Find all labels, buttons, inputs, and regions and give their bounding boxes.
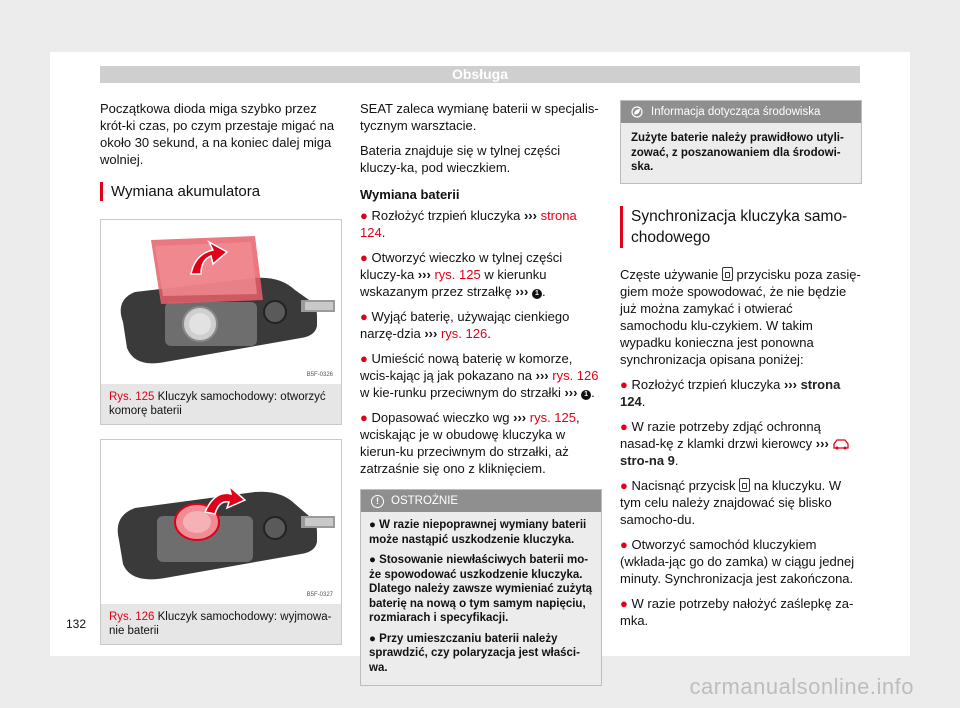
page-reference-link[interactable]: strona 124 bbox=[360, 208, 577, 240]
reference-arrow-icon: ››› bbox=[535, 368, 549, 383]
subheading-replace: Wymiana baterii bbox=[360, 187, 460, 202]
step-text: Otworzyć samochód kluczykiem (wkłada-jąc go do zamka) w ciągu jednej minuty. Synchronizacja jest zakończona. bbox=[620, 536, 855, 586]
paragraph-text: przycisku poza zasię-giem może spowodować, że nie będzie już można zamykać i otwierać samochodu klu-czykiem. W takim wypadku konieczna jest ponowna synchronizacja opisana poniżej: bbox=[620, 266, 861, 367]
key-illustration-125 bbox=[105, 230, 337, 384]
step-text: wciskając je w obudowę kluczyka w kierun-ku przeciwnym do strzałki, aż zatrzaśnie się ono z kliknięciem. bbox=[360, 427, 569, 476]
column-3 bbox=[620, 100, 862, 637]
step-text: Nacisnąć przycisk bbox=[631, 477, 736, 493]
page-number: 132 bbox=[66, 617, 87, 631]
caution-text: Przy umieszczaniu baterii należy sprawdzić, czy polaryzacja jest właści-wa. bbox=[369, 632, 580, 674]
bullet-icon: ● bbox=[360, 351, 368, 366]
step-3: ● Wyjąć baterię, używając cienkiego narzę-dzia ››› rys. 126. bbox=[360, 309, 570, 341]
bullet-icon: ● bbox=[620, 376, 628, 392]
key-lock-button-icon bbox=[722, 267, 733, 281]
figure-code: B5F-0327 bbox=[306, 592, 333, 598]
figure-caption-text: Kluczyk samochodowy: otworzyć komorę baterii bbox=[109, 391, 326, 417]
key-open-battery-illustration bbox=[105, 230, 337, 384]
figure-caption bbox=[101, 604, 341, 644]
caution-item bbox=[369, 632, 593, 676]
step-4: ● Umieścić nową baterię w komorze, wcis-kając ją jak pokazano na ››› rys. 126 w kie-runku przeciwnym do strzałki ››› 1 . bbox=[360, 351, 599, 400]
column-1 bbox=[100, 100, 342, 659]
caution-box bbox=[360, 489, 602, 686]
step-text: na kluczyku. W tym celu należy znajdować się blisko samocho-du. bbox=[620, 477, 842, 527]
key-lock-button-icon bbox=[739, 478, 750, 492]
step-text: w kie-runku przeciwnym do strzałki bbox=[360, 385, 561, 400]
figure-code: B5F-0326 bbox=[306, 372, 333, 378]
environment-info-box bbox=[620, 100, 862, 184]
step-text: w kierunku wskazanym przez strzałkę bbox=[360, 267, 547, 299]
step-2: ● Otworzyć wieczko w tylnej części kluczy-ka ››› rys. 125 w kierunku wskazanym przez strzałkę ››› 1 . bbox=[360, 250, 563, 299]
callout-number-icon: 1 bbox=[581, 390, 591, 400]
bullet-icon: ● bbox=[360, 250, 368, 265]
reference-arrow-icon: ››› bbox=[417, 267, 431, 282]
caution-text: W razie niepoprawnej wymiany baterii może nastąpić uszkodzenie kluczyka. bbox=[369, 519, 587, 546]
figure-caption bbox=[101, 384, 341, 424]
caution-header bbox=[361, 490, 601, 512]
figure-reference-link[interactable]: rys. 126 bbox=[440, 326, 488, 341]
figure-caption-text: Kluczyk samochodowy: wyjmowa-nie baterii bbox=[109, 611, 332, 637]
caution-item bbox=[369, 553, 593, 626]
sync-step-3 bbox=[620, 477, 862, 528]
sync-step-4 bbox=[620, 536, 862, 587]
figure-reference-link[interactable]: rys. 125 bbox=[529, 410, 576, 425]
step-text: Rozłożyć trzpień kluczyka bbox=[371, 208, 521, 223]
leaf-icon bbox=[631, 106, 643, 118]
figure-label: Rys. 125 bbox=[109, 391, 155, 403]
paragraph-text: Częste używanie bbox=[620, 266, 719, 282]
environment-body: Zużyte baterie należy prawidłowo utyli-zować, z poszanowaniem dla środowi-ska. bbox=[621, 123, 861, 183]
step-text: Wyjąć baterię, używając cienkiego narzę-dzia bbox=[360, 309, 570, 341]
reference-arrow-icon: ››› bbox=[783, 376, 797, 392]
step-text: Dopasować wieczko wg bbox=[371, 410, 510, 425]
car-door-icon bbox=[832, 438, 850, 450]
paragraph-location: Bateria znajduje się w tylnej części kluczy-ka, pod wieczkiem. bbox=[360, 143, 561, 175]
column-2 bbox=[360, 100, 602, 686]
caution-title: OSTROŻNIE bbox=[391, 495, 459, 507]
figure-reference-link[interactable]: rys. 126 bbox=[552, 368, 599, 383]
exclamation-icon: ! bbox=[371, 495, 384, 508]
bullet-icon: ● bbox=[369, 632, 376, 645]
figure-125 bbox=[100, 219, 342, 425]
reference-arrow-icon: ››› bbox=[515, 284, 529, 299]
step-text: W razie potrzeby nałożyć zaślepkę za-mka. bbox=[620, 595, 854, 628]
environment-title: Informacja dotycząca środowiska bbox=[651, 106, 821, 118]
reference-arrow-icon: ››› bbox=[564, 385, 578, 400]
bullet-icon: ● bbox=[620, 595, 628, 611]
bullet-icon: ● bbox=[360, 410, 368, 425]
reference-arrow-icon: ››› bbox=[424, 326, 438, 341]
step-text: Umieścić nową baterię w komorze, wcis-kając ją jak pokazano na bbox=[360, 351, 573, 383]
environment-header bbox=[621, 101, 861, 123]
key-remove-battery-illustration bbox=[105, 450, 337, 604]
bullet-icon: ● bbox=[620, 477, 628, 493]
page-reference-link[interactable]: strona 124 bbox=[620, 376, 841, 409]
figure-reference-link[interactable]: rys. 125 bbox=[434, 267, 481, 282]
bullet-icon: ● bbox=[360, 208, 368, 223]
step-5: ● Dopasować wieczko wg ››› rys. 125, wciskając je w obudowę kluczyka w kierun-ku przeciwnym do strzałki, aż zatrzaśnie się ono z kliknięciem. bbox=[360, 410, 580, 476]
watermark: carmanualsonline.info bbox=[689, 674, 914, 699]
caution-text: Stosowanie niewłaściwych baterii mo-że spowodować uszkodzenie kluczyka. Dlatego należy zawsze wymieniać zużytą baterię na nową o tym samym napięciu, rozmiarach i specyfikacji. bbox=[369, 554, 593, 624]
figure-126 bbox=[100, 439, 342, 645]
bullet-icon: ● bbox=[369, 554, 376, 566]
bullet-icon: ● bbox=[620, 536, 628, 552]
caution-body bbox=[361, 512, 601, 685]
bullet-icon: ● bbox=[369, 519, 376, 531]
paragraph-workshop: SEAT zaleca wymianę baterii w specjalis-tycznym warsztacie. bbox=[360, 101, 599, 133]
intro-paragraph: Początkowa dioda miga szybko przez krót-ki czas, po czym przestaje migać na około 30 sekund, a na koniec dalej miga wolniej. bbox=[100, 101, 335, 167]
caution-item bbox=[369, 518, 593, 547]
page-reference-link[interactable]: stro-na 9 bbox=[620, 452, 675, 468]
step-text: W razie potrzeby zdjąć ochronną nasad-kę z klamki drzwi kierowcy bbox=[620, 418, 821, 451]
sync-step-2: ● W razie potrzeby zdjąć ochronną nasad-kę z klamki drzwi kierowcy ››› stro-na 9. bbox=[620, 418, 862, 469]
reference-arrow-icon: ››› bbox=[513, 410, 527, 425]
step-1: ● Rozłożyć trzpień kluczyka ››› strona 124. bbox=[360, 208, 577, 240]
reference-arrow-icon: ››› bbox=[815, 435, 829, 451]
bullet-icon: ● bbox=[360, 309, 368, 324]
section-heading-sync: Synchronizacja kluczyka samo-chodowego bbox=[620, 206, 862, 248]
sync-step-5 bbox=[620, 595, 862, 629]
section-heading-battery: Wymiana akumulatora bbox=[100, 182, 342, 201]
header-bar bbox=[100, 66, 860, 83]
figure-label: Rys. 126 bbox=[109, 611, 155, 623]
page-header-title: Obsługa bbox=[451, 66, 508, 82]
key-illustration-126 bbox=[105, 450, 337, 604]
callout-number-icon: 1 bbox=[532, 289, 542, 299]
reference-arrow-icon: ››› bbox=[523, 208, 537, 223]
sync-step-1: ● Rozłożyć trzpień kluczyka ››› strona 124. bbox=[620, 376, 841, 409]
paragraph-sync-intro bbox=[620, 266, 862, 368]
bullet-icon: ● bbox=[620, 418, 628, 434]
step-text: Rozłożyć trzpień kluczyka bbox=[631, 376, 781, 392]
step-text: Otworzyć wieczko w tylnej części kluczy-ka bbox=[360, 250, 563, 282]
